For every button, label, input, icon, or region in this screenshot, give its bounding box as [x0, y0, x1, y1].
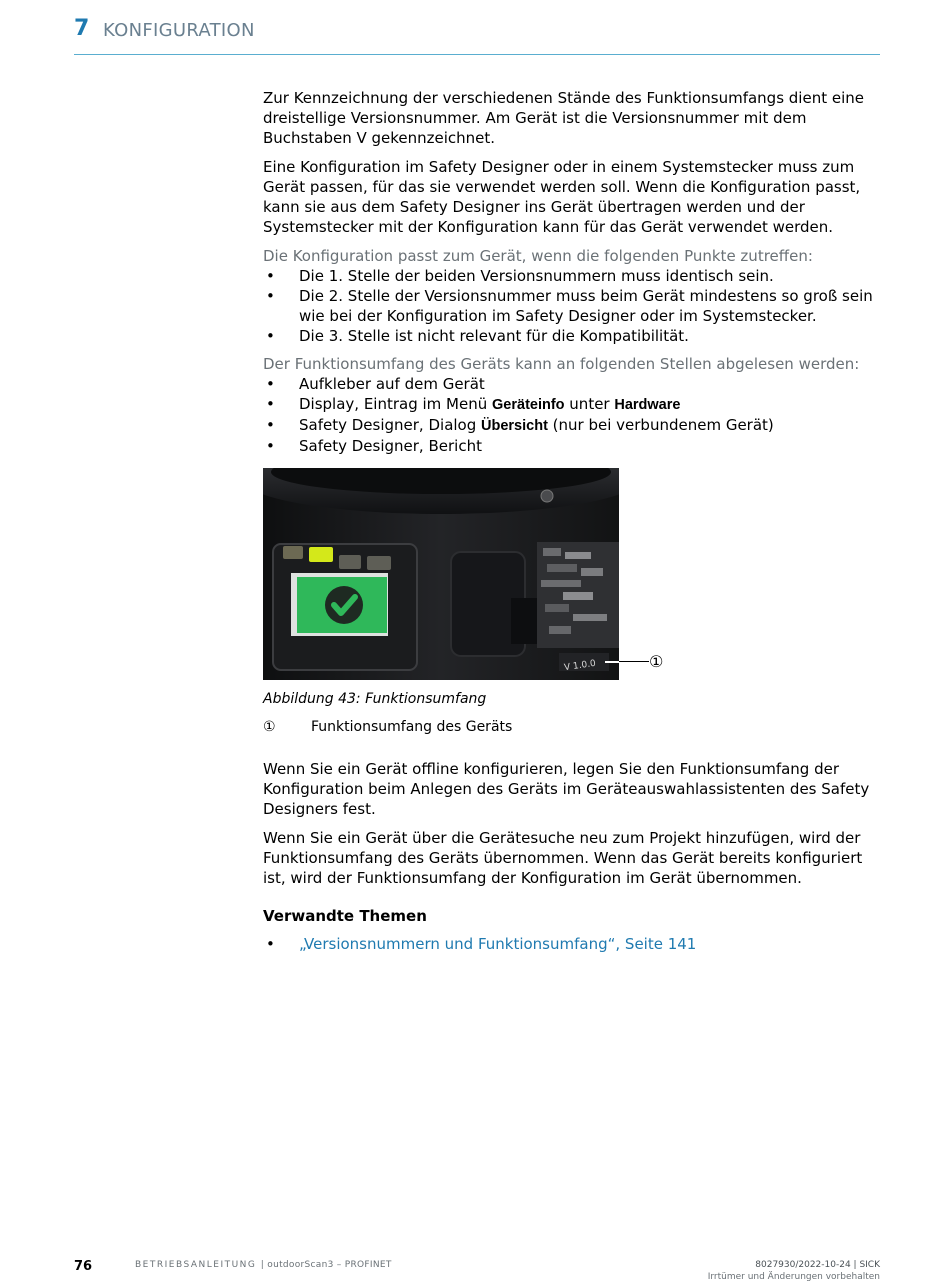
device-photo [263, 468, 619, 680]
footer-document [135, 1260, 392, 1270]
list-item [263, 934, 875, 954]
list-item: • Die 1. Stelle der beiden Versionsnummern muss identisch sein. [263, 266, 875, 286]
chapter-number: 7 [74, 16, 90, 41]
list-text: Display, Eintrag im Menü [299, 395, 493, 413]
version-label: V 1.0.0 [563, 658, 597, 674]
list-item [263, 415, 875, 436]
menu-name: Geräteinfo [492, 397, 565, 413]
page-number: 76 [74, 1259, 93, 1274]
list-item: • Safety Designer, Bericht [263, 436, 875, 456]
compatibility-list [263, 266, 875, 346]
list-lead-compatibility: Die Konfiguration passt zum Gerät, wenn die folgenden Punkte zutreffen: [263, 247, 813, 265]
callout-number: ① [649, 652, 664, 671]
product-name: | outdoorScan3 – PROFINET [260, 1260, 392, 1270]
list-text: unter [564, 395, 615, 413]
figure-legend [263, 717, 875, 737]
list-lead-locations: Der Funktionsumfang des Geräts kann an folgenden Stellen abgelesen werden: [263, 355, 860, 373]
doc-label: BETRIEBSANLEITUNG [135, 1260, 257, 1270]
list-item: • Die 3. Stelle ist nicht relevant für die Kompatibilität. [263, 326, 875, 346]
list-item [263, 394, 875, 415]
locations-list [263, 374, 875, 456]
paragraph-configuration-match: Eine Konfiguration im Safety Designer oder in einem Systemstecker muss zum Gerät passen, für das sie verwendet werden soll. Wenn die Konfiguration passt, kann sie aus dem Safety Designer ins Gerät übertragen werden und der Systemstecker mit der Konfiguration kann für das Gerät verwendet werden. [263, 158, 861, 236]
paragraph-device-search: Wenn Sie ein Gerät über die Gerätesuche neu zum Projekt hinzufügen, wird der Funktionsumfang des Geräts übernommen. Wenn das Gerät bereits konfiguriert ist, wird der Funktionsumfang der Konfiguration im Gerät übernommen. [263, 829, 863, 887]
disclaimer: Irrtümer und Änderungen vorbehalten [707, 1272, 880, 1282]
main-content [263, 88, 875, 962]
footer-right [708, 1259, 880, 1283]
paragraph-version-intro: Zur Kennzeichnung der verschiedenen Stände des Funktionsumfangs dient eine dreistellige Versionsnummer. Am Gerät ist die Versionsnummer mit dem Buchstaben V gekennzeichnet. [263, 89, 864, 147]
figure-wrapper [263, 468, 683, 680]
dialog-name: Übersicht [481, 418, 548, 434]
list-text: Safety Designer, Dialog [299, 416, 482, 434]
device-illustration [263, 468, 619, 680]
page-header [74, 16, 880, 55]
list-item: • Aufkleber auf dem Gerät [263, 374, 875, 394]
list-text: (nur bei verbundenem Gerät) [547, 416, 774, 434]
related-topic-link[interactable]: „Versionsnummern und Funktionsumfang“, Seite 141 [299, 935, 697, 953]
related-topics-list [263, 934, 875, 954]
list-item: • Die 2. Stelle der Versionsnummer muss beim Gerät mindestens so groß sein wie bei der Konfiguration im Safety Designer oder im Systemstecker. [263, 286, 875, 326]
status-led [309, 547, 333, 562]
callout-line-outer [619, 661, 649, 662]
menu-name: Hardware [614, 397, 681, 413]
figure-caption: Abbildung 43: Funktionsumfang [263, 691, 487, 707]
paragraph-offline-config: Wenn Sie ein Gerät offline konfigurieren, legen Sie den Funktionsumfang der Konfiguration beim Anlegen des Geräts im Geräteauswahlassistenten des Safety Designers fest. [263, 760, 870, 818]
legend-number: ① [263, 719, 276, 735]
document-id: 8027930/2022-10-24 | SICK [755, 1260, 880, 1270]
chapter-title: KONFIGURATION [103, 20, 255, 41]
legend-text: Funktionsumfang des Geräts [311, 719, 513, 735]
related-topics-heading: Verwandte Themen [263, 907, 427, 925]
